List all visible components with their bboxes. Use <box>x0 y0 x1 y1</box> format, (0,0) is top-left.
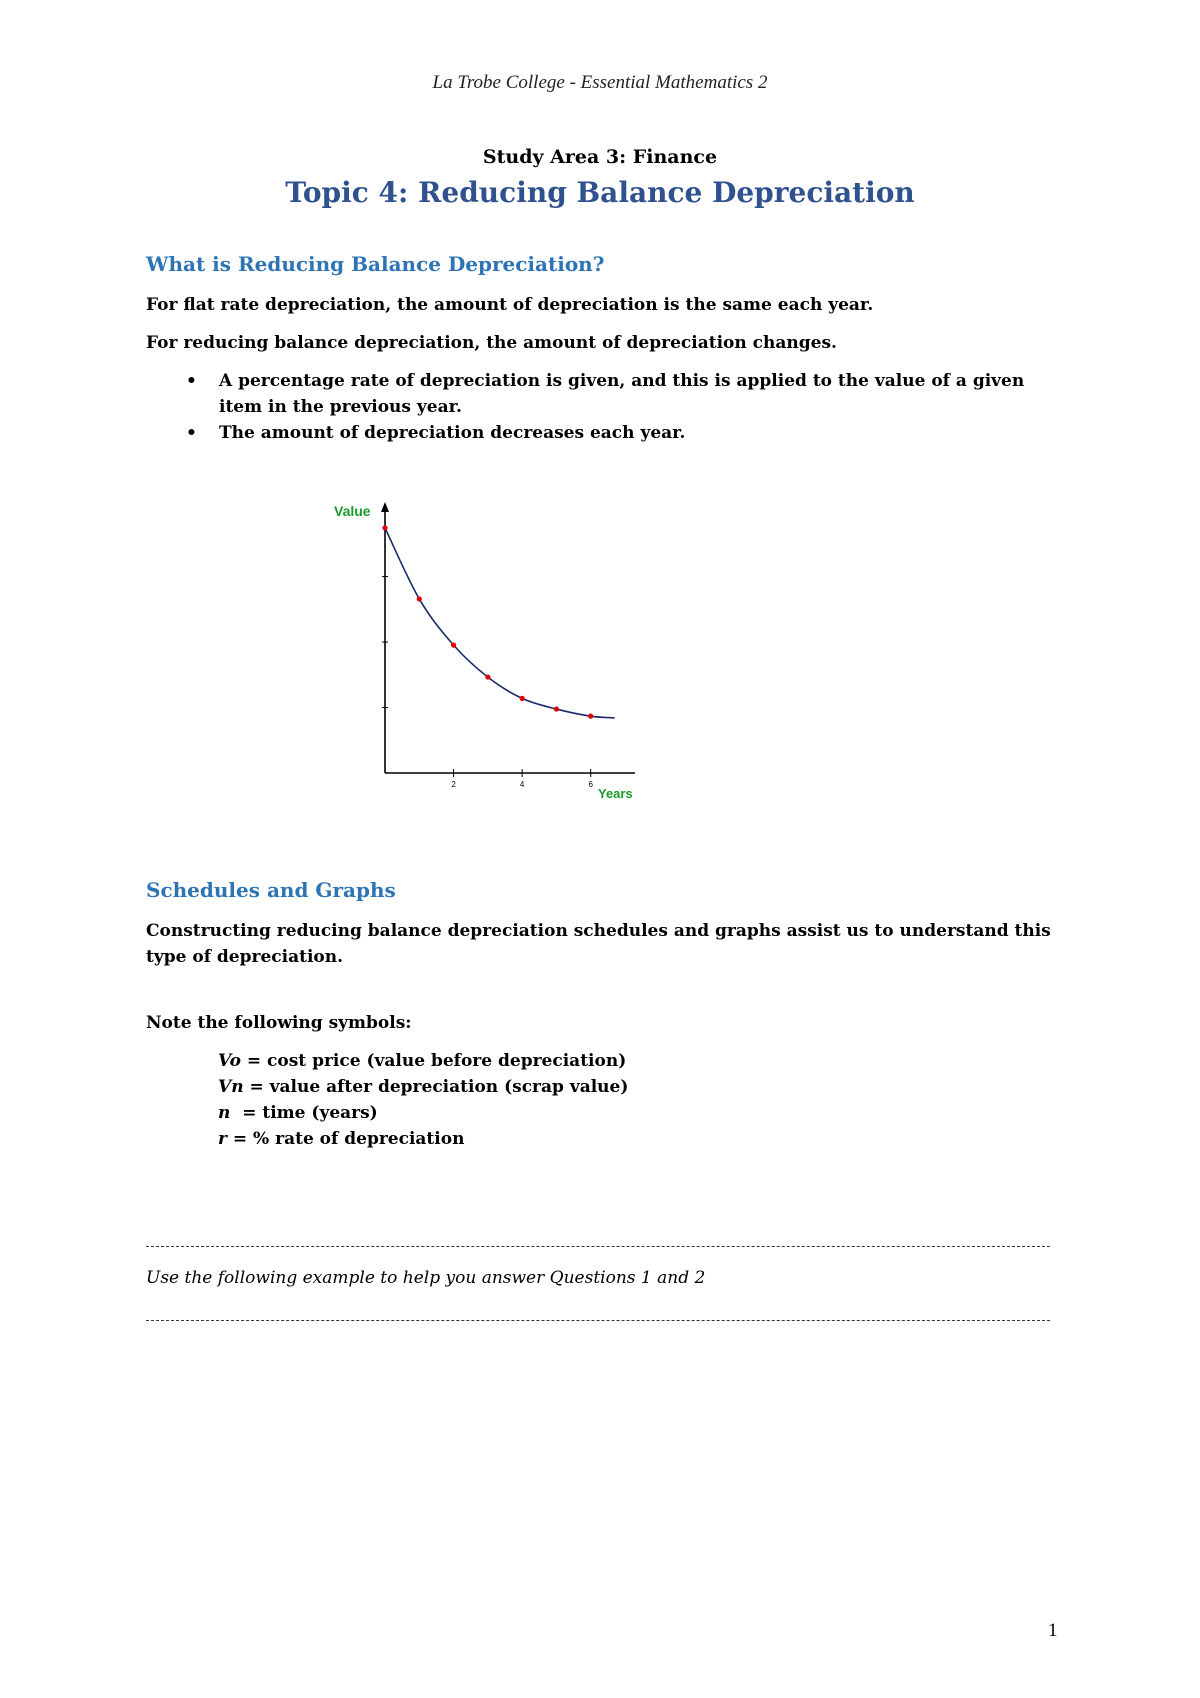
bullet-icon: • <box>186 371 197 391</box>
depreciation-chart <box>326 490 656 800</box>
section-heading-schedules: Schedules and Graphs <box>146 878 396 902</box>
paragraph-reducing-balance: For reducing balance depreciation, the amount of depreciation changes. <box>146 333 837 353</box>
depreciation-curve <box>385 528 615 718</box>
section-heading-what-is: What is Reducing Balance Depreciation? <box>146 252 605 276</box>
example-note: Use the following example to help you answer Questions 1 and 2 <box>146 1268 706 1288</box>
bullet-list <box>146 368 1066 446</box>
x-tick-label: 2 <box>451 780 456 789</box>
symbols-list <box>218 1048 628 1152</box>
bullet-item <box>146 368 1049 420</box>
running-header: La Trobe College - Essential Mathematics 2 <box>432 72 768 93</box>
symbol-row-vn: Vn = value after depreciation (scrap value) <box>218 1077 629 1097</box>
page-number: 1 <box>1048 1620 1058 1641</box>
y-axis-label: Value <box>334 503 371 519</box>
x-tick-label: 6 <box>588 780 593 789</box>
y-axis-arrow-icon <box>381 502 389 512</box>
note-intro: Note the following symbols: <box>146 1013 412 1033</box>
data-point <box>554 706 559 711</box>
bullet-text: A percentage rate of depreciation is given, and this is applied to the value of a given item in the previous year. <box>219 371 1025 417</box>
data-point <box>417 596 422 601</box>
paragraph-schedules: Constructing reducing balance depreciation schedules and graphs assist us to understand this type of depreciation. <box>146 921 1051 967</box>
bullet-item <box>146 420 1066 446</box>
paragraph-flat-rate: For flat rate depreciation, the amount of depreciation is the same each year. <box>146 295 874 315</box>
dashed-divider-top <box>146 1246 1050 1247</box>
data-point <box>451 643 456 648</box>
symbol-row-n: n = time (years) <box>218 1103 378 1123</box>
symbol-row-r: r = % rate of depreciation <box>218 1129 465 1149</box>
bullet-text: The amount of depreciation decreases each year. <box>219 423 686 443</box>
x-tick-label: 4 <box>519 780 525 789</box>
symbol-row-vo: Vo = cost price (value before depreciation) <box>218 1051 627 1071</box>
data-point <box>382 525 387 530</box>
x-axis-label: Years <box>598 786 633 800</box>
dashed-divider-bottom <box>146 1320 1050 1321</box>
study-area-title: Study Area 3: Finance <box>482 146 718 168</box>
data-point <box>485 674 490 679</box>
data-point <box>520 696 525 701</box>
data-point <box>588 714 593 719</box>
topic-title: Topic 4: Reducing Balance Depreciation <box>285 176 915 209</box>
bullet-icon: • <box>186 423 197 443</box>
